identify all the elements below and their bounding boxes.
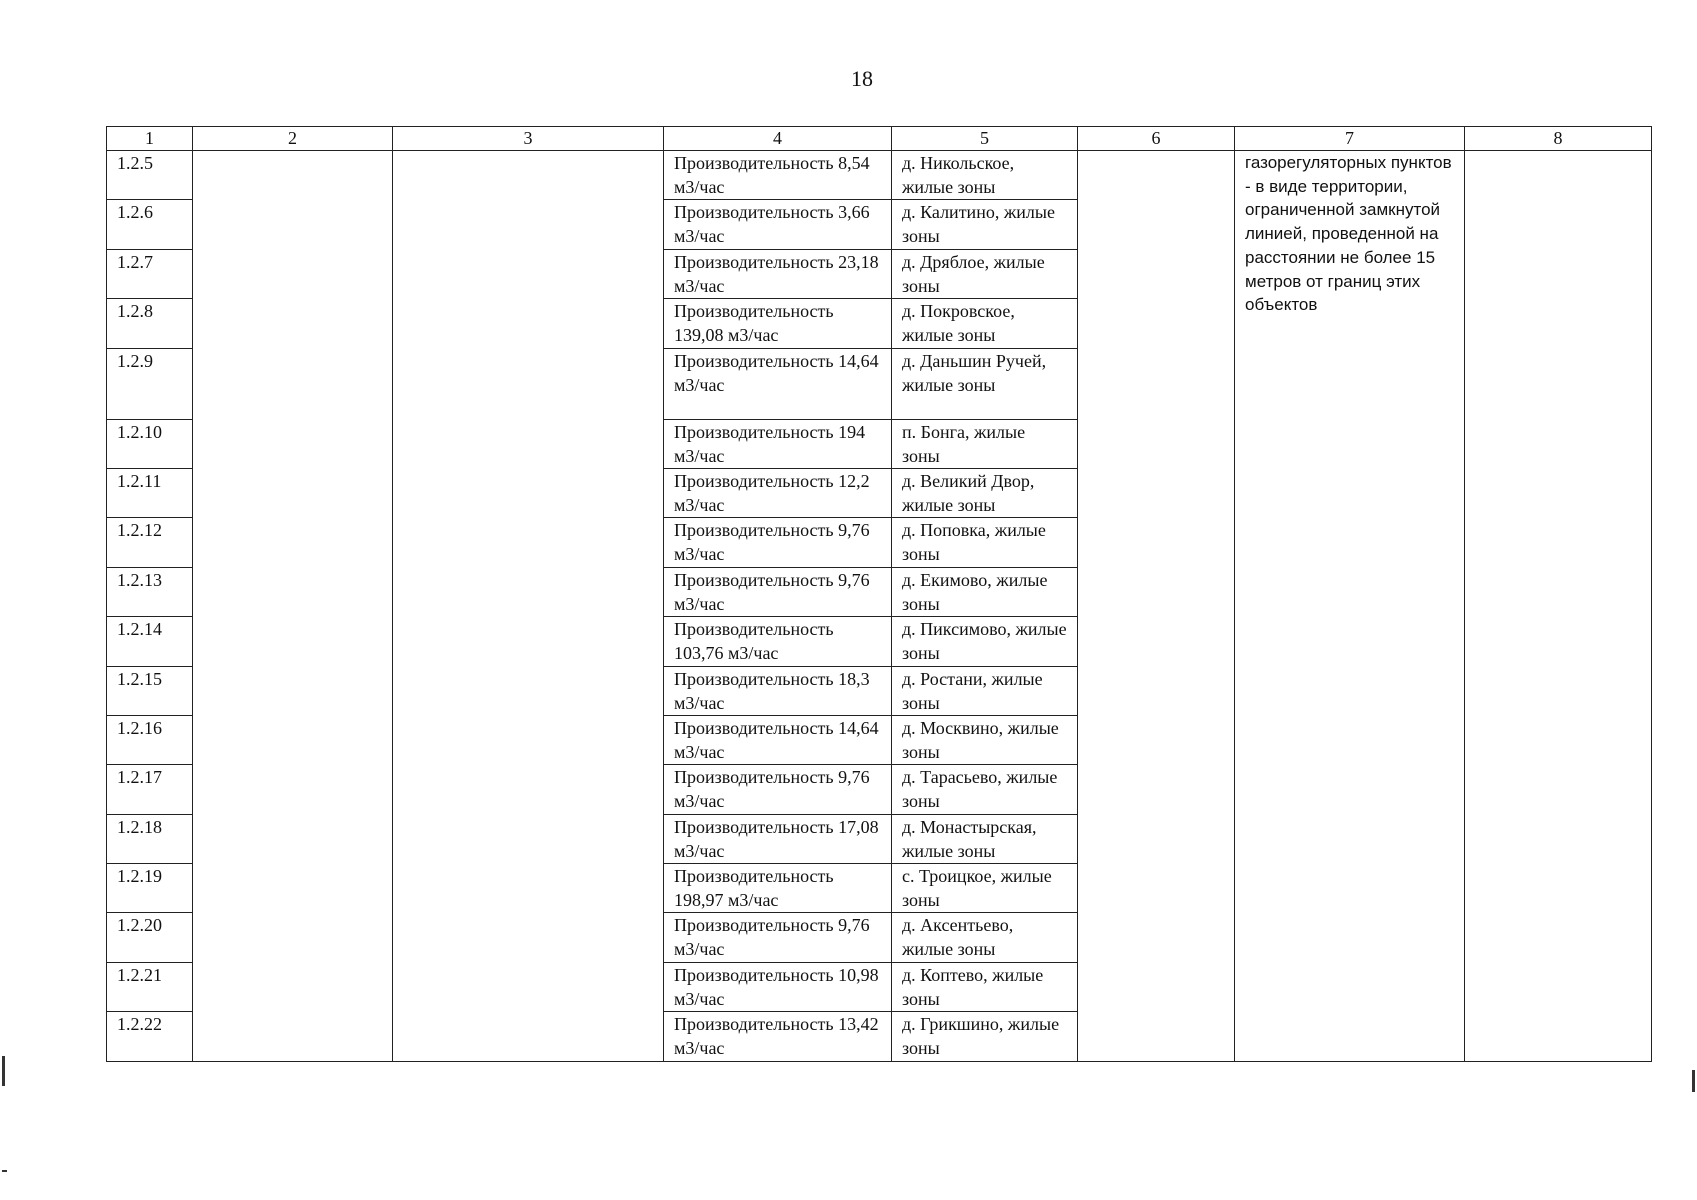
row-number-cell: 1.2.12 [107,518,193,567]
row-number-cell: 1.2.20 [107,913,193,962]
location-cell: д. Аксентьево, жилые зоны [892,913,1078,962]
page-number: 18 [851,66,873,91]
row-number-cell: 1.2.8 [107,299,193,348]
row-number-cell: 1.2.9 [107,348,193,419]
capacity-cell: Производительность 12,2 м3/час [664,468,892,517]
header-col-5: 5 [892,127,1078,151]
capacity-cell: Производительность 198,97 м3/час [664,864,892,913]
protection-zone-description: газорегуляторных пунктов - в виде территории, ограниченной замкнутой линией, проведенной на расстоянии не более 15 метров от границ этих объектов [1235,151,1465,1062]
capacity-cell: Производительность 9,76 м3/час [664,567,892,616]
capacity-cell: Производительность 9,76 м3/час [664,518,892,567]
location-cell: д. Великий Двор, жилые зоны [892,468,1078,517]
location-cell: д. Монастырская, жилые зоны [892,814,1078,863]
scan-edge-mark [2,1170,7,1172]
capacity-cell: Производительность 18,3 м3/час [664,666,892,715]
location-cell: д. Екимово, жилые зоны [892,567,1078,616]
row-number-cell: 1.2.21 [107,962,193,1011]
row-number-cell: 1.2.17 [107,765,193,814]
row-number-cell: 1.2.22 [107,1012,193,1061]
header-col-3: 3 [393,127,664,151]
table-row [107,151,1652,200]
capacity-cell: Производительность 10,98 м3/час [664,962,892,1011]
row-number-cell: 1.2.18 [107,814,193,863]
capacity-cell: Производительность 194 м3/час [664,419,892,468]
scan-edge-mark [2,1056,5,1086]
capacity-cell: Производительность 17,08 м3/час [664,814,892,863]
row-number-cell: 1.2.11 [107,468,193,517]
location-cell: д. Грикшино, жилые зоны [892,1012,1078,1061]
header-col-4: 4 [664,127,892,151]
location-cell: д. Дряблое, жилые зоны [892,249,1078,298]
data-table [106,126,1652,1062]
row-number-cell: 1.2.6 [107,200,193,249]
capacity-cell: Производительность 103,76 м3/час [664,617,892,666]
col8-cell [1465,151,1652,1062]
location-cell: д. Пиксимово, жилые зоны [892,617,1078,666]
row-number-cell: 1.2.10 [107,419,193,468]
row-number-cell: 1.2.7 [107,249,193,298]
location-cell: д. Покровское, жилые зоны [892,299,1078,348]
location-cell: д. Коптево, жилые зоны [892,962,1078,1011]
capacity-cell: Производительность 9,76 м3/час [664,913,892,962]
row-number-cell: 1.2.14 [107,617,193,666]
row-number-cell: 1.2.19 [107,864,193,913]
header-col-7: 7 [1235,127,1465,151]
location-cell: д. Даньшин Ручей, жилые зоны [892,348,1078,419]
col6-cell [1078,151,1235,1062]
capacity-cell: Производительность 13,42 м3/час [664,1012,892,1061]
location-cell: д. Ростани, жилые зоны [892,666,1078,715]
header-col-6: 6 [1078,127,1235,151]
row-number-cell: 1.2.13 [107,567,193,616]
location-cell: д. Поповка, жилые зоны [892,518,1078,567]
capacity-cell: Производительность 23,18 м3/час [664,249,892,298]
row-number-cell: 1.2.16 [107,715,193,764]
header-col-8: 8 [1465,127,1652,151]
header-row [107,127,1652,151]
header-col-1: 1 [107,127,193,151]
capacity-cell: Производительность 8,54 м3/час [664,151,892,200]
table-body [107,151,1652,1062]
location-cell: д. Тарасьево, жилые зоны [892,765,1078,814]
capacity-cell: Производительность 9,76 м3/час [664,765,892,814]
location-cell: с. Троицкое, жилые зоны [892,864,1078,913]
scan-edge-mark [1692,1070,1695,1092]
header-col-2: 2 [193,127,393,151]
capacity-cell: Производительность 14,64 м3/час [664,348,892,419]
row-number-cell: 1.2.5 [107,151,193,200]
location-cell: п. Бонга, жилые зоны [892,419,1078,468]
capacity-cell: Производительность 14,64 м3/час [664,715,892,764]
location-cell: д. Москвино, жилые зоны [892,715,1078,764]
capacity-cell: Производительность 139,08 м3/час [664,299,892,348]
col2-cell [193,151,393,1062]
row-number-cell: 1.2.15 [107,666,193,715]
col3-cell [393,151,664,1062]
capacity-cell: Производительность 3,66 м3/час [664,200,892,249]
location-cell: д. Калитино, жилые зоны [892,200,1078,249]
location-cell: д. Никольское, жилые зоны [892,151,1078,200]
